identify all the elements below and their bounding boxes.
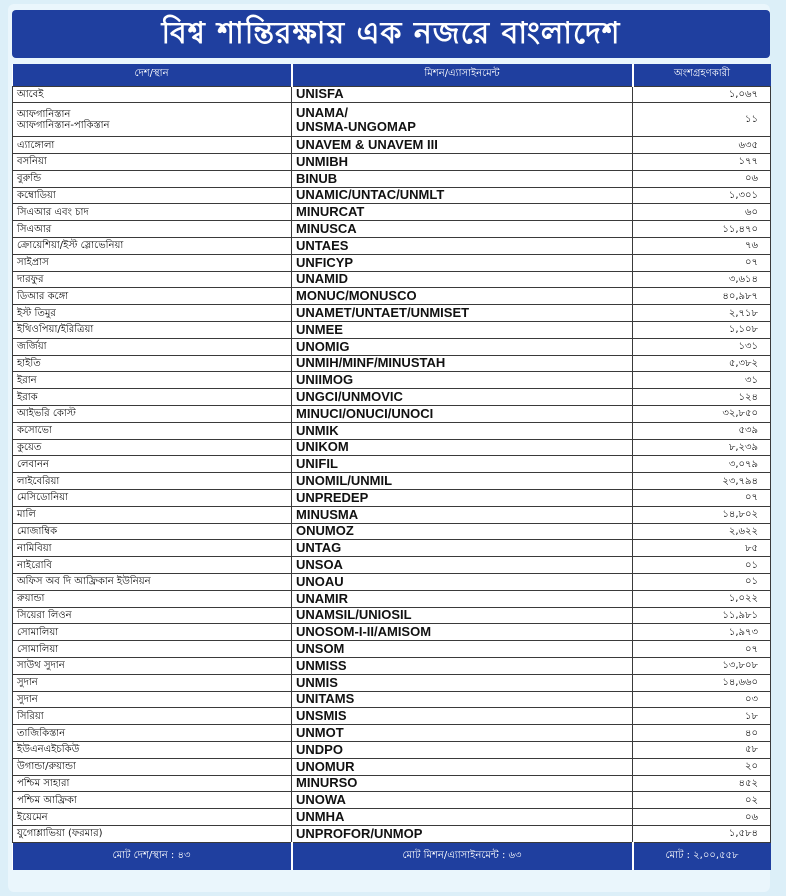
table-row bbox=[13, 187, 771, 204]
table-row bbox=[13, 271, 771, 288]
country-text: লাইবেরিয়া bbox=[17, 475, 60, 487]
table-row bbox=[13, 775, 771, 792]
country-cell bbox=[13, 506, 292, 523]
mission-text: UNFICYP bbox=[296, 254, 354, 270]
mission-cell bbox=[292, 540, 633, 557]
country-cell bbox=[13, 691, 292, 708]
mission-cell bbox=[292, 674, 633, 691]
mission-cell bbox=[292, 775, 633, 792]
table-row bbox=[13, 758, 771, 775]
table-row bbox=[13, 406, 771, 423]
table-row bbox=[13, 725, 771, 742]
participants-cell: ০১ bbox=[633, 557, 771, 574]
participants-cell: ২,৭১৮ bbox=[633, 305, 771, 322]
participants-cell: ৩২,৮৫০ bbox=[633, 406, 771, 423]
mission-cell bbox=[292, 422, 633, 439]
country-cell bbox=[13, 254, 292, 271]
country-text: সাউথ সুদান bbox=[17, 660, 65, 672]
table-row bbox=[13, 473, 771, 490]
table-row bbox=[13, 372, 771, 389]
country-text: তাজিকিস্তান bbox=[17, 727, 66, 739]
country-text: ইরান bbox=[17, 374, 37, 386]
country-text: আবেই bbox=[17, 88, 44, 100]
participants-cell: ১,০৬৭ bbox=[633, 86, 771, 103]
country-text: মোজাম্বিক bbox=[17, 526, 58, 538]
participants-cell: ০৩ bbox=[633, 691, 771, 708]
mission-text: UNSOA bbox=[296, 556, 343, 572]
participants-cell: ০৭ bbox=[633, 254, 771, 271]
country-text: নামিবিয়া bbox=[17, 542, 52, 554]
participants-cell: ৩১ bbox=[633, 372, 771, 389]
country-cell bbox=[13, 187, 292, 204]
country-text: সিয়েরা লিওন bbox=[17, 610, 72, 621]
mission-cell bbox=[292, 204, 633, 221]
country-text: সোমালিয়া bbox=[17, 643, 59, 655]
participants-cell: ১,০২২ bbox=[633, 590, 771, 607]
country-text: ডিআর কঙ্গো bbox=[17, 290, 69, 302]
table-row bbox=[13, 607, 771, 624]
participants-cell: ৩,০৭৯ bbox=[633, 456, 771, 473]
country-text: রুয়ান্ডা bbox=[17, 593, 45, 605]
table-row bbox=[13, 658, 771, 675]
mission-cell bbox=[292, 792, 633, 809]
country-text: অফিস অব দি আফ্রিকান ইউনিয়ন bbox=[17, 576, 151, 588]
table-footer-row bbox=[13, 842, 771, 870]
country-cell bbox=[13, 456, 292, 473]
header-country: দেশ/স্থান bbox=[13, 64, 292, 86]
table-row bbox=[13, 708, 771, 725]
mission-cell bbox=[292, 641, 633, 658]
country-cell bbox=[13, 775, 292, 792]
country-cell bbox=[13, 389, 292, 406]
country-cell bbox=[13, 322, 292, 339]
mission-cell bbox=[292, 691, 633, 708]
mission-text: UNMISS bbox=[296, 657, 347, 673]
mission-cell bbox=[292, 254, 633, 271]
table-row bbox=[13, 154, 771, 171]
participants-cell: ৫৩৯ bbox=[633, 422, 771, 439]
country-cell bbox=[13, 137, 292, 154]
table-row bbox=[13, 624, 771, 641]
country-cell bbox=[13, 86, 292, 103]
mission-text: UNMIH/MINF/MINUSTAH bbox=[296, 355, 446, 371]
participants-cell: ১,৩০১ bbox=[633, 187, 771, 204]
country-cell bbox=[13, 741, 292, 758]
mission-cell bbox=[292, 103, 633, 137]
participants-cell: ১,১০৮ bbox=[633, 322, 771, 339]
mission-cell bbox=[292, 708, 633, 725]
country-text: ইয়েমেন bbox=[17, 811, 48, 823]
mission-text: UNSMIS bbox=[296, 708, 347, 724]
mission-text: UNPREDEP bbox=[296, 489, 369, 505]
country-text: হাইতি bbox=[17, 358, 41, 370]
mission-text: UNOMUR bbox=[296, 758, 355, 774]
country-text: সাইপ্রাস bbox=[17, 257, 49, 269]
table-row bbox=[13, 641, 771, 658]
mission-cell bbox=[292, 221, 633, 238]
mission-text: MINURCAT bbox=[296, 204, 365, 220]
country-text: যুগোশ্লাভিয়া (ফরমার) bbox=[17, 828, 103, 840]
mission-cell bbox=[292, 305, 633, 322]
header-participants: অংশগ্রহণকারী bbox=[674, 68, 730, 80]
country-cell bbox=[13, 557, 292, 574]
mission-text: UNOWA bbox=[296, 792, 346, 808]
country-text: কসোভো bbox=[17, 425, 52, 437]
country-cell bbox=[13, 809, 292, 826]
mission-text: UNMHA bbox=[296, 808, 345, 824]
country-cell bbox=[13, 406, 292, 423]
mission-text: UNAVEM & UNAVEM III bbox=[296, 137, 438, 153]
participants-cell: ১,৯৭৩ bbox=[633, 624, 771, 641]
peacekeeping-table bbox=[12, 64, 771, 870]
mission-text: UNOMIL/UNMIL bbox=[296, 472, 393, 488]
participants-cell: ১৭৭ bbox=[633, 154, 771, 171]
mission-cell bbox=[292, 238, 633, 255]
mission-text: UNAMID bbox=[296, 271, 348, 287]
mission-text: UNPROFOR/UNMOP bbox=[296, 825, 423, 841]
mission-cell bbox=[292, 288, 633, 305]
table-row bbox=[13, 86, 771, 103]
mission-text: UNISFA bbox=[296, 86, 344, 102]
mission-cell bbox=[292, 170, 633, 187]
participants-cell: ০৬ bbox=[633, 170, 771, 187]
mission-text: UNAMIC/UNTAC/UNMLT bbox=[296, 187, 445, 203]
mission-text: UNAMET/UNTAET/UNMISET bbox=[296, 305, 470, 321]
mission-text: UNSOM bbox=[296, 640, 345, 656]
table-row bbox=[13, 590, 771, 607]
country-cell bbox=[13, 221, 292, 238]
country-cell bbox=[13, 238, 292, 255]
mission-text: UNTAES bbox=[296, 237, 349, 253]
table-row bbox=[13, 741, 771, 758]
country-text: সিরিয়া bbox=[17, 710, 44, 722]
mission-text: UNOMIG bbox=[296, 338, 350, 354]
table-row bbox=[13, 439, 771, 456]
country-cell bbox=[13, 540, 292, 557]
table-row bbox=[13, 506, 771, 523]
country-cell bbox=[13, 758, 292, 775]
participants-cell: ০৬ bbox=[633, 809, 771, 826]
participants-cell: ১,৫৮৪ bbox=[633, 825, 771, 842]
country-text: সিএআর bbox=[17, 223, 52, 235]
country-text: মালি bbox=[17, 509, 36, 521]
mission-text: BINUB bbox=[296, 170, 338, 186]
country-text: এ্যাঙ্গোলা bbox=[17, 139, 55, 151]
mission-cell bbox=[292, 758, 633, 775]
country-cell bbox=[13, 288, 292, 305]
participants-cell: ৬০ bbox=[633, 204, 771, 221]
mission-text: ONUMOZ bbox=[296, 523, 354, 539]
mission-text: UNMIK bbox=[296, 422, 339, 438]
table-row bbox=[13, 422, 771, 439]
table-row bbox=[13, 389, 771, 406]
mission-text: UNMEE bbox=[296, 321, 343, 337]
table-row bbox=[13, 540, 771, 557]
country-cell bbox=[13, 103, 292, 137]
mission-cell bbox=[292, 322, 633, 339]
country-text: কুয়েত bbox=[17, 442, 42, 454]
country-text: ইরাক bbox=[17, 391, 38, 403]
mission-cell bbox=[292, 490, 633, 507]
header-mission: মিশন/এ্যাসাইনমেন্ট bbox=[292, 64, 633, 86]
participants-cell: ৩,৬১৪ bbox=[633, 271, 771, 288]
mission-text: UNTAG bbox=[296, 540, 342, 556]
country-cell bbox=[13, 641, 292, 658]
mission-text-line2: UNSMA-UNGOMAP bbox=[296, 118, 416, 134]
table-header-row bbox=[13, 64, 771, 86]
table-row bbox=[13, 490, 771, 507]
country-cell bbox=[13, 170, 292, 187]
mission-text: UNAMIR bbox=[296, 590, 348, 606]
table-row bbox=[13, 322, 771, 339]
table-row bbox=[13, 523, 771, 540]
table-row bbox=[13, 674, 771, 691]
participants-cell: ২০ bbox=[633, 758, 771, 775]
participants-cell: ০১ bbox=[633, 574, 771, 591]
participants-cell: ১৪,৬৬০ bbox=[633, 674, 771, 691]
mission-cell bbox=[292, 658, 633, 675]
participants-cell: ১১ bbox=[633, 103, 771, 137]
country-text: আফগানিস্তান bbox=[17, 108, 71, 120]
country-text: উগান্ডা/রুয়ান্ডা bbox=[17, 761, 76, 773]
table-row bbox=[13, 103, 771, 137]
mission-cell bbox=[292, 439, 633, 456]
country-text: সোমালিয়া bbox=[17, 626, 59, 638]
country-text: সুদান bbox=[17, 693, 38, 705]
country-cell bbox=[13, 708, 292, 725]
table-row bbox=[13, 338, 771, 355]
participants-cell: ৮,২৩৯ bbox=[633, 439, 771, 456]
table-row bbox=[13, 691, 771, 708]
country-cell bbox=[13, 355, 292, 372]
table-row bbox=[13, 809, 771, 826]
participants-cell: ০৭ bbox=[633, 490, 771, 507]
mission-cell bbox=[292, 809, 633, 826]
country-text: ইস্ট তিমুর bbox=[17, 307, 56, 319]
country-text: নাইরোবি bbox=[17, 559, 52, 571]
country-cell bbox=[13, 490, 292, 507]
mission-text: MINUSCA bbox=[296, 221, 357, 237]
participants-cell: ১৪,৮০২ bbox=[633, 506, 771, 523]
mission-cell bbox=[292, 389, 633, 406]
participants-cell: ৪০ bbox=[633, 725, 771, 742]
country-cell bbox=[13, 439, 292, 456]
mission-text: UNITAMS bbox=[296, 691, 355, 707]
mission-text: MINURSO bbox=[296, 775, 358, 791]
mission-cell bbox=[292, 456, 633, 473]
country-text: বুরুন্ডি bbox=[17, 173, 42, 185]
table-row bbox=[13, 355, 771, 372]
country-text: সিএআর এবং চাদ bbox=[17, 206, 89, 218]
country-text: আইভরি কোস্ট bbox=[17, 408, 76, 420]
country-cell bbox=[13, 658, 292, 675]
mission-cell bbox=[292, 825, 633, 842]
participants-cell: ১৮ bbox=[633, 708, 771, 725]
table-body bbox=[13, 86, 771, 842]
participants-cell: ২৩,৭৯৪ bbox=[633, 473, 771, 490]
country-text: কম্বোডিয়া bbox=[17, 190, 56, 202]
country-cell bbox=[13, 523, 292, 540]
footer-total-countries: মোট দেশ/স্থান : ৪৩ bbox=[13, 842, 292, 870]
mission-text: MINUCI/ONUCI/UNOCI bbox=[296, 405, 434, 421]
country-text-line2: আফগানিস্তান-পাকিস্তান bbox=[17, 119, 110, 131]
country-cell bbox=[13, 674, 292, 691]
country-cell bbox=[13, 372, 292, 389]
country-text: বসনিয়া bbox=[17, 156, 47, 168]
mission-cell bbox=[292, 271, 633, 288]
mission-cell bbox=[292, 406, 633, 423]
participants-cell: ০২ bbox=[633, 792, 771, 809]
mission-text: UNIFIL bbox=[296, 456, 338, 472]
country-text: দারফুর bbox=[17, 274, 44, 286]
participants-cell: ১৩,৮০৮ bbox=[633, 658, 771, 675]
country-cell bbox=[13, 607, 292, 624]
country-text: ইউএনএইচকিউ bbox=[17, 744, 80, 756]
mission-cell bbox=[292, 506, 633, 523]
footer-total-missions: মোট মিশন/এ্যাসাইনমেন্ট : ৬৩ bbox=[292, 842, 633, 870]
country-cell bbox=[13, 574, 292, 591]
page-title: বিশ্ব শান্তিরক্ষায় এক নজরে বাংলাদেশ bbox=[12, 10, 770, 58]
table-row bbox=[13, 137, 771, 154]
country-text: ইথিওপিয়া/ইরিত্রিয়া bbox=[17, 324, 94, 336]
country-text: ক্রোয়েশিয়া/ইস্ট স্লোভেনিয়া bbox=[17, 240, 124, 252]
mission-text: UNAMA/ bbox=[296, 104, 348, 120]
participants-cell: ৫,৩৮২ bbox=[633, 355, 771, 372]
mission-text: UNOSOM-I-II/AMISOM bbox=[296, 624, 432, 640]
participants-cell: ৭৬ bbox=[633, 238, 771, 255]
mission-cell bbox=[292, 187, 633, 204]
mission-cell bbox=[292, 624, 633, 641]
participants-cell: ৪৫২ bbox=[633, 775, 771, 792]
country-cell bbox=[13, 422, 292, 439]
mission-text: UNOAU bbox=[296, 573, 344, 589]
table-row bbox=[13, 825, 771, 842]
mission-text: UNMOT bbox=[296, 724, 344, 740]
table-row bbox=[13, 254, 771, 271]
participants-cell: ৪০,৯৮৭ bbox=[633, 288, 771, 305]
mission-text: MONUC/MONUSCO bbox=[296, 288, 417, 304]
country-cell bbox=[13, 305, 292, 322]
participants-cell: ৫৮ bbox=[633, 741, 771, 758]
mission-cell bbox=[292, 607, 633, 624]
table-row bbox=[13, 288, 771, 305]
country-cell bbox=[13, 624, 292, 641]
mission-cell bbox=[292, 725, 633, 742]
country-text: সুদান bbox=[17, 677, 38, 689]
table-row bbox=[13, 204, 771, 221]
mission-text: UNIKOM bbox=[296, 439, 349, 455]
mission-text: UNAMSIL/UNIOSIL bbox=[296, 607, 412, 623]
country-cell bbox=[13, 338, 292, 355]
table-row bbox=[13, 170, 771, 187]
mission-cell bbox=[292, 473, 633, 490]
country-cell bbox=[13, 473, 292, 490]
mission-text: UNMIBH bbox=[296, 153, 348, 169]
mission-cell bbox=[292, 154, 633, 171]
participants-cell: ৬৩৫ bbox=[633, 137, 771, 154]
table-row bbox=[13, 456, 771, 473]
participants-cell: ১২৪ bbox=[633, 389, 771, 406]
country-text: মেসিডোনিয়া bbox=[17, 492, 68, 504]
mission-cell bbox=[292, 574, 633, 591]
mission-text: MINUSMA bbox=[296, 506, 359, 522]
country-cell bbox=[13, 590, 292, 607]
table-row bbox=[13, 238, 771, 255]
country-text: পশ্চিম আফ্রিকা bbox=[17, 794, 77, 806]
country-cell bbox=[13, 271, 292, 288]
table-row bbox=[13, 305, 771, 322]
country-cell bbox=[13, 725, 292, 742]
participants-cell: ৮৫ bbox=[633, 540, 771, 557]
mission-cell bbox=[292, 557, 633, 574]
country-text: লেবানন bbox=[17, 458, 49, 470]
participants-cell: ১১,৯৮১ bbox=[633, 607, 771, 624]
participants-cell: ০৭ bbox=[633, 641, 771, 658]
table-row bbox=[13, 574, 771, 591]
mission-text: UNMIS bbox=[296, 674, 338, 690]
mission-text: UNGCI/UNMOVIC bbox=[296, 389, 403, 404]
mission-cell bbox=[292, 741, 633, 758]
mission-cell bbox=[292, 137, 633, 154]
country-text: পশ্চিম সাহারা bbox=[17, 777, 70, 789]
mission-cell bbox=[292, 338, 633, 355]
country-text: জর্জিয়া bbox=[17, 341, 47, 353]
table-row bbox=[13, 557, 771, 574]
mission-cell bbox=[292, 590, 633, 607]
mission-text: UNIIMOG bbox=[296, 372, 354, 388]
participants-cell: ১৩১ bbox=[633, 338, 771, 355]
country-cell bbox=[13, 154, 292, 171]
participants-cell: ২,৬২২ bbox=[633, 523, 771, 540]
participants-cell: ১১,৪৭০ bbox=[633, 221, 771, 238]
mission-cell bbox=[292, 355, 633, 372]
country-cell bbox=[13, 792, 292, 809]
footer-total-participants: মোট : ২,০০,৫৫৮ bbox=[665, 850, 739, 862]
mission-cell bbox=[292, 523, 633, 540]
country-cell bbox=[13, 825, 292, 842]
mission-text: UNDPO bbox=[296, 741, 343, 757]
table-row bbox=[13, 221, 771, 238]
country-cell bbox=[13, 204, 292, 221]
mission-cell bbox=[292, 372, 633, 389]
table-row bbox=[13, 792, 771, 809]
mission-cell bbox=[292, 86, 633, 103]
